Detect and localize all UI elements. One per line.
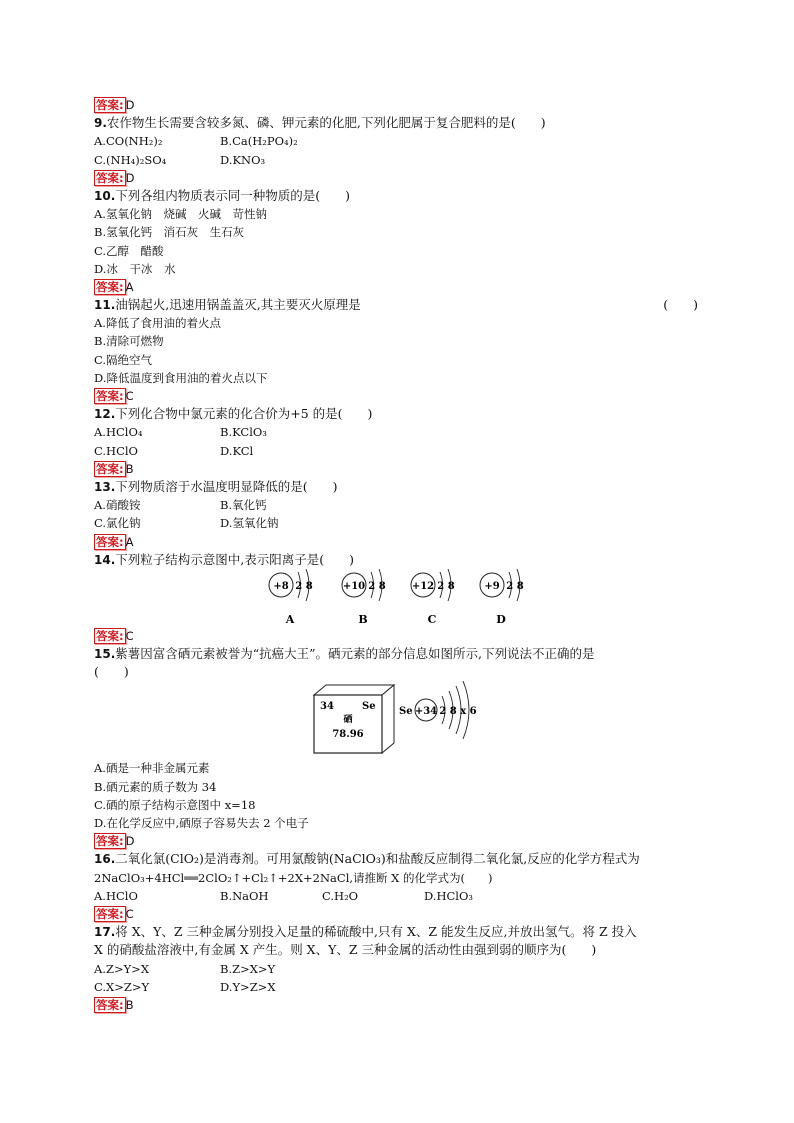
answer-label: 答案: [96,997,124,1012]
answer-row-q9 [94,169,714,187]
question-number: 16. [94,852,116,867]
nucleus-charge: +34 [414,706,438,718]
answer-row-q14 [94,627,714,645]
question-text: 下列物质溶于水温度明显降低的是( ) [115,478,338,494]
option-a: A.HClO [94,888,138,903]
question-text: 二氧化氯(ClO₂)是消毒剂。可用氯酸钠(NaClO₃)和盐酸反应制得二氧化氯,反应的化学方程式为 [115,851,640,867]
answer-label: 答案: [96,98,124,112]
diagram-label: D [496,612,506,626]
option-c: C.X>Z>Y [94,979,150,994]
question-11-stem [94,296,714,314]
answer-row-q17 [94,996,714,1014]
shell-electrons: 2 8 [506,580,524,592]
answer-label: 答案: [96,534,124,549]
question-text: 将 X、Y、Z 三种金属分别投入足量的稀硫酸中,只有 X、Z 能发生反应,并放出氢气。将 Z 投入 [115,924,637,940]
nucleus-charge: +10 [342,580,366,592]
option-b: B.氧化钙 [220,498,267,513]
atomic-mass: 78.96 [332,729,364,741]
question-16-options [94,887,714,905]
question-text: 下列化合物中氯元素的化合价为+5 的是( ) [115,406,373,422]
answer-label: 答案: [96,461,124,476]
option-c: C.(NH₄)₂SO₄ [94,152,167,167]
question-12-stem [94,405,714,423]
option-d: D.冰 干冰 水 [94,261,176,276]
option-a: A.硝酸铵 [94,498,141,513]
option-b: B.清除可燃物 [94,334,164,349]
option-d: D.氢氧化钠 [220,516,279,531]
answer-label: 答案: [96,628,124,643]
option-d: D.KNO₃ [220,152,266,167]
option-b: B.KClO₃ [220,425,267,440]
question-number: 13. [94,479,116,494]
option-a: A.降低了食用油的着火点 [94,316,221,331]
option-c: C.隔绝空气 [94,352,153,367]
question-17-stem-continued: X 的硝酸盐溶液中,有金属 X 产生。则 X、Y、Z 三种金属的活动性由强到弱的顺序为( ) [94,942,597,958]
answer-value: D [125,834,135,849]
question-12-options-row2 [94,442,714,460]
answer-value: D [125,170,135,185]
answer-row-q11 [94,387,714,405]
question-number: 10. [94,188,116,203]
option-c: C.H₂O [322,888,359,903]
option-c: C.硒的原子结构示意图中 x=18 [94,797,256,812]
particle-diagram-a [269,569,313,626]
diagram-label: B [358,612,368,626]
option-a: A.硒是一种非金属元素 [94,761,210,776]
element-symbol: Se [362,701,376,713]
element-name: 硒 [343,715,353,726]
question-text: 农作物生长需要含较多氮、磷、钾元素的化肥,下列化肥属于复合肥料的是( ) [106,115,546,131]
question-number: 17. [94,925,116,940]
option-c: C.氯化钠 [94,516,141,531]
question-number: 12. [94,407,116,422]
answer-value: C [125,906,134,921]
question-text: 下列粒子结构示意图中,表示阳离子是( ) [115,551,354,567]
option-b: B.硒元素的质子数为 34 [94,779,217,794]
answer-row-q13 [94,533,714,551]
answer-row-q16 [94,905,714,923]
option-d: D.在化学反应中,硒原子容易失去 2 个电子 [94,816,309,830]
selenium-figure [94,681,714,759]
shell-electrons: 2 8 [437,580,455,592]
answer-label: 答案: [96,906,124,921]
option-c: C.HClO [94,443,138,458]
question-16-stem [94,850,714,868]
question-12-options-row1 [94,423,714,441]
answer-blank: ( ) [663,297,698,313]
option-d: D.HClO₃ [424,888,474,903]
option-a: A.CO(NH₂)₂ [94,134,163,149]
answer-value: B [125,997,134,1012]
nucleus-charge: +8 [273,580,289,592]
question-9-options-row2 [94,151,714,169]
diagram-label: A [285,612,295,626]
option-a: A.氢氧化钠 烧碱 火碱 苛性钠 [94,207,267,222]
nucleus-charge: +12 [411,580,435,592]
question-text: 油锅起火,迅速用锅盖盖灭,其主要灭火原理是 [115,297,361,313]
option-a: A.HClO₄ [94,425,143,440]
particle-diagram-c [411,569,455,626]
question-9-stem [94,114,714,132]
question-17-stem [94,923,714,941]
question-14-stem [94,551,714,569]
answer-label: 答案: [96,279,124,294]
answer-row-q10 [94,278,714,296]
answer-label: 答案: [96,389,124,403]
question-number: 9. [94,116,107,131]
question-15-stem [94,645,714,663]
element-card [314,685,394,753]
selenium-diagram [94,681,714,759]
atom-symbol: Se [399,706,413,718]
answer-value: C [125,389,134,403]
particle-diagram-b [342,569,386,626]
question-15-paren: ( ) [94,664,129,680]
shell-electrons: 2 8 [368,580,386,592]
shell-electrons: 2 8 [295,580,313,592]
question-10-stem [94,187,714,205]
answer-row-q15 [94,832,714,850]
answer-value: A [125,534,134,549]
answer-value: C [125,628,134,643]
particle-diagrams [94,569,714,627]
question-13-options-row2 [94,514,714,532]
shell-electrons: 2 8 x 6 [439,706,477,718]
answer-value: B [125,461,134,476]
question-13-stem [94,478,714,496]
answer-value: A [125,279,134,294]
option-b: B.氢氧化钙 消石灰 生石灰 [94,225,245,240]
option-c: C.乙醇 醋酸 [94,243,164,258]
worksheet-page [94,96,714,1014]
answer-value: D [125,98,135,112]
question-17-options-row1 [94,960,714,978]
option-d: D.降低温度到食用油的着火点以下 [94,370,268,385]
question-text: 紫薯因富含硒元素被誉为“抗癌大王”。硒元素的部分信息如图所示,下列说法不正确的是 [115,646,595,662]
answer-row-q8 [94,96,714,114]
answer-row-q12 [94,460,714,478]
question-number: 15. [94,647,116,662]
option-d: D.Y>Z>X [220,979,276,994]
option-b: B.Ca(H₂PO₄)₂ [220,134,298,149]
nucleus-charge: +9 [484,580,500,592]
diagram-label: C [427,612,437,626]
particle-diagrams-figure [94,569,714,627]
selenium-atom-diagram [399,681,477,739]
question-number: 14. [94,552,116,567]
option-a: A.Z>Y>X [94,961,150,976]
question-16-equation: 2NaClO₃+4HCl══2ClO₂↑+Cl₂↑+2X+2NaCl,请推断 X 的化学式为( ) [94,870,493,885]
answer-label: 答案: [96,170,124,185]
particle-diagram-d [480,569,524,626]
option-d: D.KCl [220,443,254,458]
question-number: 11. [94,298,116,313]
question-text: 下列各组内物质表示同一种物质的是( ) [115,187,351,203]
question-9-options-row1 [94,132,714,150]
answer-label: 答案: [96,834,124,849]
question-17-options-row2 [94,978,714,996]
question-13-options-row1 [94,496,714,514]
option-b: B.Z>X>Y [220,961,276,976]
atomic-number: 34 [320,701,334,713]
option-b: B.NaOH [220,888,269,903]
